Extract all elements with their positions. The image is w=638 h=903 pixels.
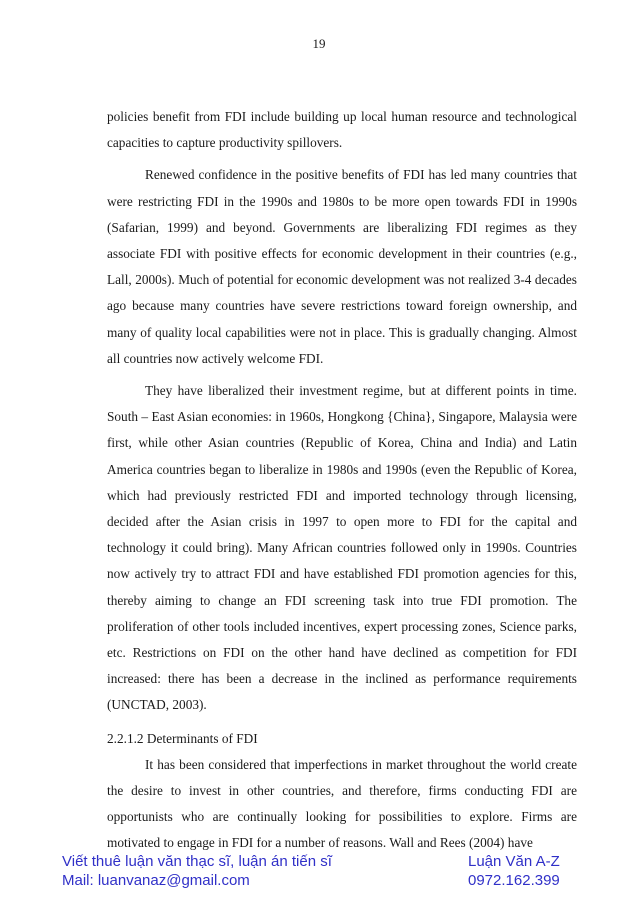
footer-left bbox=[62, 853, 332, 890]
footer-email: Mail: luanvanaz@gmail.com bbox=[62, 871, 250, 889]
page-number: 19 bbox=[312, 36, 326, 51]
paragraph-renewed-confidence: Renewed confidence in the positive benefits of FDI has led many countries that were restricting FDI in the 1990s and 1980s to be more open towards FDI in 1990s (Safarian, 1999) and beyond. Governments are liberalizing FDI regimes as they associate FDI with positive effects for economic development in their countries (e.g., Lall, 2000s). Much of potential for economic development was not realized 3-4 decades ago because many countries have severe restrictions toward foreign ownership, and many of quality local capabilities were not in place. This is gradually changing. Almost all countries now actively welcome FDI. bbox=[107, 167, 577, 366]
footer-brand: Luận Văn A-Z bbox=[468, 853, 560, 870]
paragraph-liberalized-regime: They have liberalized their investment regime, but at different points in time. South – East Asian economies: in 1960s, Hongkong {China}, Singapore, Malaysia were first, while other Asian countries (Republic of Korea, China and India) and Latin America countries began to liberalize in 1980s and 1990s (even the Republic of Korea, which had previously restricted FDI and imported technology through licensing, decided after the Asian crisis in 1997 to open more to FDI for the capital and technology it could bring). Many African countries followed only in 1990s. Countries now actively try to attract FDI and have established FDI promotion agencies for this, thereby aiming to change an FDI screening task into true FDI promotion. The proliferation of other tools included incentives, expert processing zones, Science parks, etc. Restrictions on FDI on the other hand have declined as competition for FDI increased: there has been a decrease in the inclined as performance requirements (UNCTAD, 2003). bbox=[107, 383, 577, 713]
paragraph-continued: policies benefit from FDI include building up local human resource and technological capacities to capture productivity spillovers. bbox=[107, 109, 577, 151]
footer-service-text: Viết thuê luận văn thạc sĩ, luận án tiến sĩ bbox=[62, 853, 332, 870]
document-body bbox=[107, 104, 577, 857]
page-footer bbox=[62, 853, 576, 893]
paragraph-determinants: It has been considered that imperfections in market throughout the world create the desire to invest in other countries, and therefore, firms conducting FDI are opportunists who are continually looking for possibilities to explore. Firms are motivated to engage in FDI for a number of reasons. Wall and Rees (2004) have bbox=[107, 756, 577, 851]
section-heading: 2.2.1.2 Determinants of FDI bbox=[107, 730, 258, 746]
footer-phone: 0972.162.399 bbox=[468, 871, 560, 889]
footer-right bbox=[468, 853, 560, 890]
